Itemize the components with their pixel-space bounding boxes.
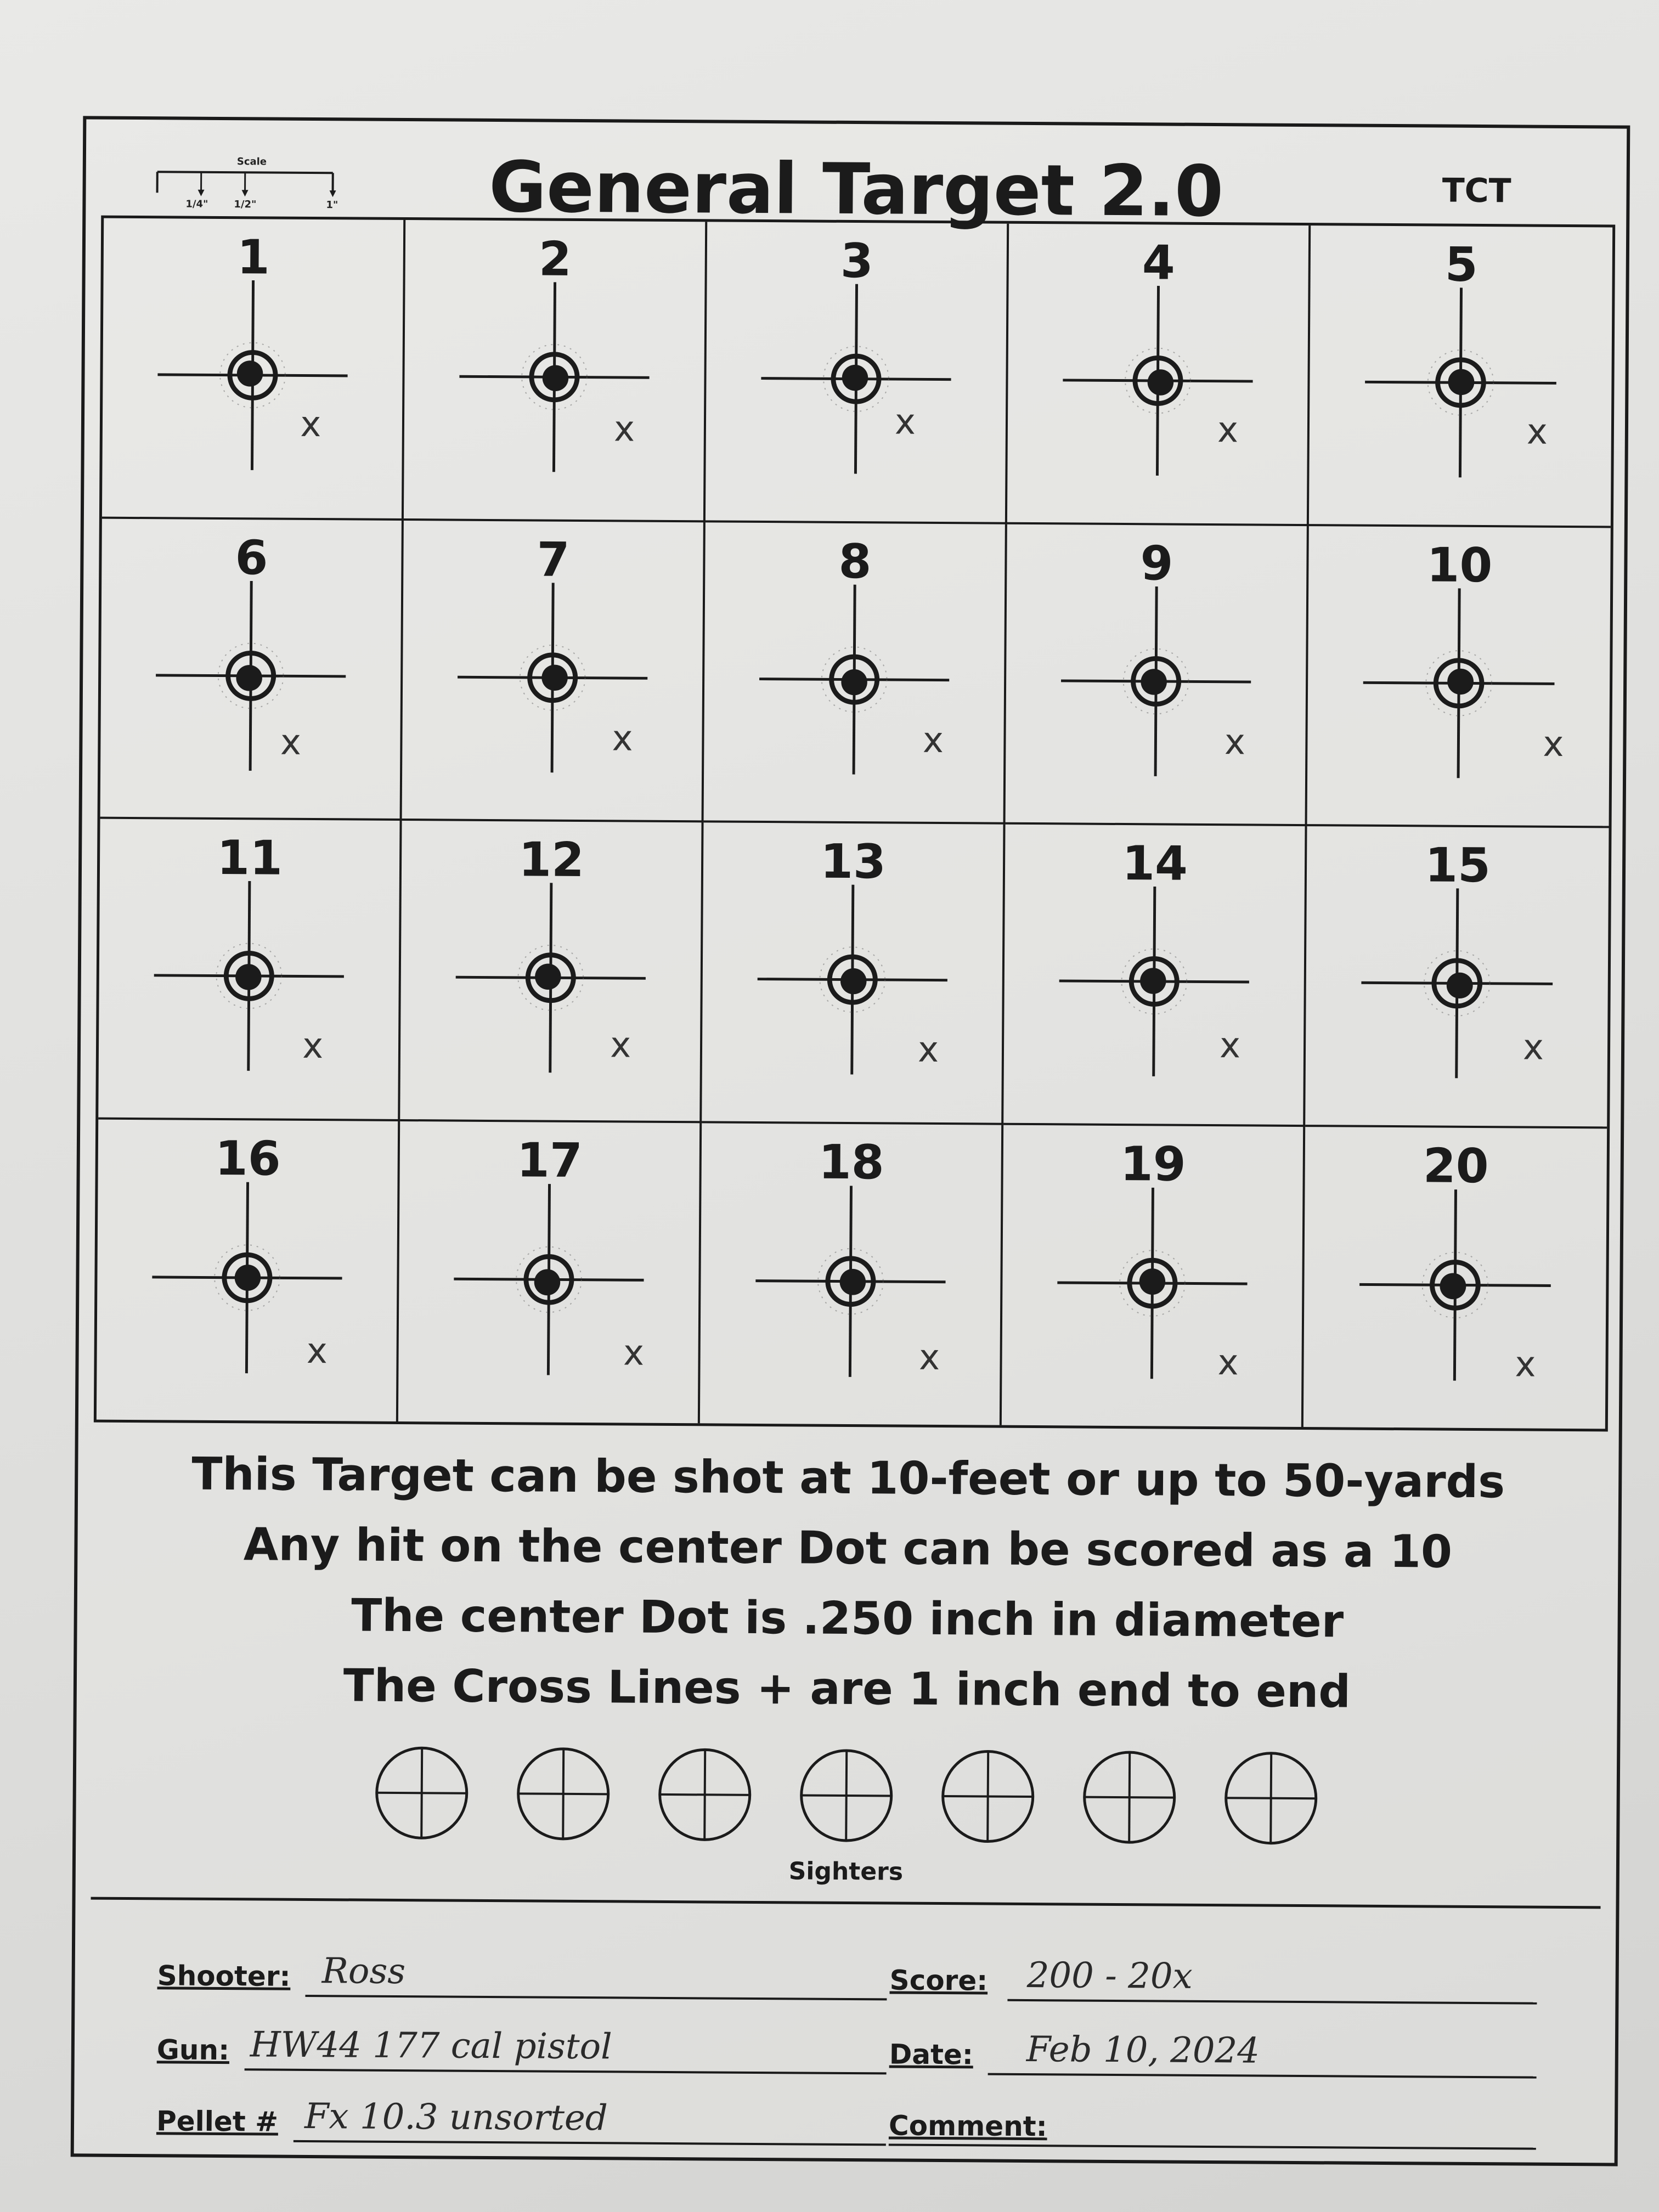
hit-check-mark: x: [1526, 411, 1548, 453]
gun-value: HW44 177 cal pistol: [250, 2024, 612, 2068]
pellet-hole: [236, 664, 262, 691]
pellet-hole: [1447, 972, 1473, 998]
hit-check-mark: x: [1224, 722, 1246, 763]
sighter-target: [798, 1747, 894, 1843]
target-cell: [100, 518, 404, 821]
target-number: 5: [1444, 237, 1479, 292]
target-number: 13: [820, 834, 887, 890]
pellet-hole: [1440, 1273, 1466, 1299]
target-cell: [702, 822, 1005, 1125]
target-cell: [1006, 524, 1309, 826]
date-value: Feb 10, 2024: [1026, 2029, 1260, 2072]
pellet-hole: [235, 1264, 261, 1290]
shooter-label: Shooter:: [157, 1960, 291, 1993]
pellet-hole: [534, 1269, 561, 1295]
pellet-label: Pellet #: [156, 2105, 279, 2138]
target-number: 9: [1140, 535, 1173, 591]
hit-check-mark: x: [302, 1025, 324, 1067]
scale-tick-inch: 1": [326, 199, 338, 211]
pellet-value: Fx 10.3 unsorted: [304, 2096, 608, 2139]
pellet-hole: [840, 968, 867, 995]
target-cell: [1305, 826, 1609, 1128]
pellet-hole: [1148, 369, 1174, 396]
comment-label: Comment:: [888, 2109, 1047, 2143]
hit-check-mark: x: [612, 718, 633, 759]
comment-line: [889, 2143, 1536, 2149]
score-field[interactable]: [889, 1951, 1537, 2004]
target-cell: [706, 222, 1009, 524]
target-cell: [404, 220, 707, 522]
target-number: 12: [518, 832, 585, 888]
pellet-hole: [841, 669, 867, 695]
target-cell: [1309, 225, 1612, 528]
scale-tick-quarter: 1/4": [185, 198, 208, 210]
sighters-label: Sighters: [788, 1857, 904, 1886]
sighter-target: [1223, 1750, 1319, 1846]
rule-line: The Cross Lines + are 1 inch end to end: [343, 1660, 1351, 1718]
sighter-target: [657, 1747, 753, 1843]
target-cell: [400, 821, 703, 1123]
hit-check-mark: x: [300, 404, 321, 445]
target-number: 18: [818, 1135, 884, 1190]
gun-label: Gun:: [156, 2034, 230, 2067]
hit-check-mark: x: [280, 722, 302, 763]
hit-check-mark: x: [1217, 410, 1239, 451]
rules-block: [77, 1438, 1619, 1729]
brand-label: TCT: [1442, 171, 1511, 211]
rule-line: Any hit on the center Dot can be scored as a 10: [243, 1519, 1453, 1578]
hit-check-mark: x: [894, 402, 916, 443]
form-divider: [91, 1897, 1601, 1909]
pellet-field[interactable]: [156, 2092, 887, 2146]
pellet-hole: [840, 1268, 866, 1295]
target-cell: [700, 1123, 1003, 1425]
target-number: 19: [1120, 1136, 1186, 1192]
hit-check-mark: x: [1543, 724, 1564, 765]
target-cell: [97, 1119, 400, 1421]
hit-check-mark: x: [918, 1337, 940, 1379]
pellet-hole: [1140, 968, 1166, 994]
date-field[interactable]: [889, 2025, 1537, 2078]
hit-check-mark: x: [610, 1024, 631, 1066]
sighter-target: [515, 1746, 611, 1842]
hit-check-mark: x: [917, 1029, 939, 1070]
shooter-field[interactable]: [157, 1946, 887, 2000]
pellet-hole: [1447, 668, 1474, 695]
sighter-target: [940, 1748, 1036, 1844]
hit-check-mark: x: [1219, 1025, 1241, 1066]
score-value: 200 - 20x: [1026, 1955, 1193, 1997]
pellet-hole: [1139, 1268, 1166, 1295]
gun-line: [245, 2068, 887, 2074]
pellet-hole: [237, 360, 263, 387]
shooter-line: [305, 1995, 887, 2000]
rule-line: This Target can be shot at 10-feet or up to 50-yards: [191, 1448, 1505, 1509]
pellet-hole: [235, 964, 262, 990]
hit-check-mark: x: [1217, 1342, 1239, 1384]
scale-tick-half: 1/2": [234, 199, 257, 211]
hit-check-mark: x: [1522, 1027, 1544, 1068]
target-number: 1: [236, 230, 270, 285]
target-cell: [98, 819, 402, 1121]
page-title: General Target 2.0: [488, 146, 1224, 233]
gun-field[interactable]: [157, 2021, 887, 2074]
target-number: 16: [215, 1131, 281, 1187]
scale-label: Scale: [236, 156, 267, 168]
sighter-target: [374, 1745, 470, 1841]
target-number: 20: [1423, 1138, 1489, 1194]
target-number: 15: [1424, 838, 1491, 894]
rule-line: The center Dot is .250 inch in diameter: [351, 1589, 1344, 1648]
hit-check-mark: x: [613, 409, 635, 450]
sighter-target: [1081, 1750, 1177, 1846]
target-cell: [1003, 825, 1307, 1127]
sighter-row: [76, 1743, 1617, 1848]
pellet-hole: [535, 963, 561, 990]
pellet-hole: [541, 664, 568, 691]
target-cell: [704, 522, 1007, 825]
target-number: 14: [1121, 836, 1188, 891]
target-cell: [1007, 224, 1311, 526]
target-cell: [1304, 1127, 1607, 1429]
hit-check-mark: x: [1515, 1344, 1536, 1385]
comment-field[interactable]: [889, 2096, 1537, 2149]
pellet-hole: [842, 365, 868, 391]
target-number: 4: [1142, 235, 1176, 291]
pellet-hole: [1448, 369, 1474, 396]
target-cell: [402, 521, 706, 823]
hit-check-mark: x: [306, 1330, 328, 1372]
target-cell: [398, 1121, 702, 1423]
target-number: 2: [538, 232, 572, 287]
date-label: Date:: [889, 2038, 974, 2071]
hit-check-mark: x: [922, 720, 944, 761]
target-number: 7: [537, 532, 570, 588]
target-number: 3: [840, 233, 874, 289]
score-line: [1007, 1999, 1537, 2005]
score-label: Score:: [889, 1964, 988, 1997]
target-sheet: [71, 116, 1630, 2166]
target-cell: [102, 218, 405, 521]
target-cell: [1307, 526, 1611, 828]
target-number: 17: [516, 1132, 583, 1188]
shooter-value: Ross: [321, 1951, 406, 1993]
target-cell: [1002, 1125, 1305, 1427]
target-number: 6: [235, 530, 268, 585]
target-number: 10: [1426, 537, 1493, 593]
pellet-line: [294, 2140, 886, 2146]
target-number: 11: [216, 830, 283, 886]
pellet-hole: [543, 365, 569, 391]
target-grid: [94, 216, 1615, 1432]
pellet-hole: [1141, 669, 1167, 695]
hit-check-mark: x: [623, 1333, 645, 1374]
target-number: 8: [838, 534, 872, 589]
date-line: [988, 2073, 1537, 2079]
